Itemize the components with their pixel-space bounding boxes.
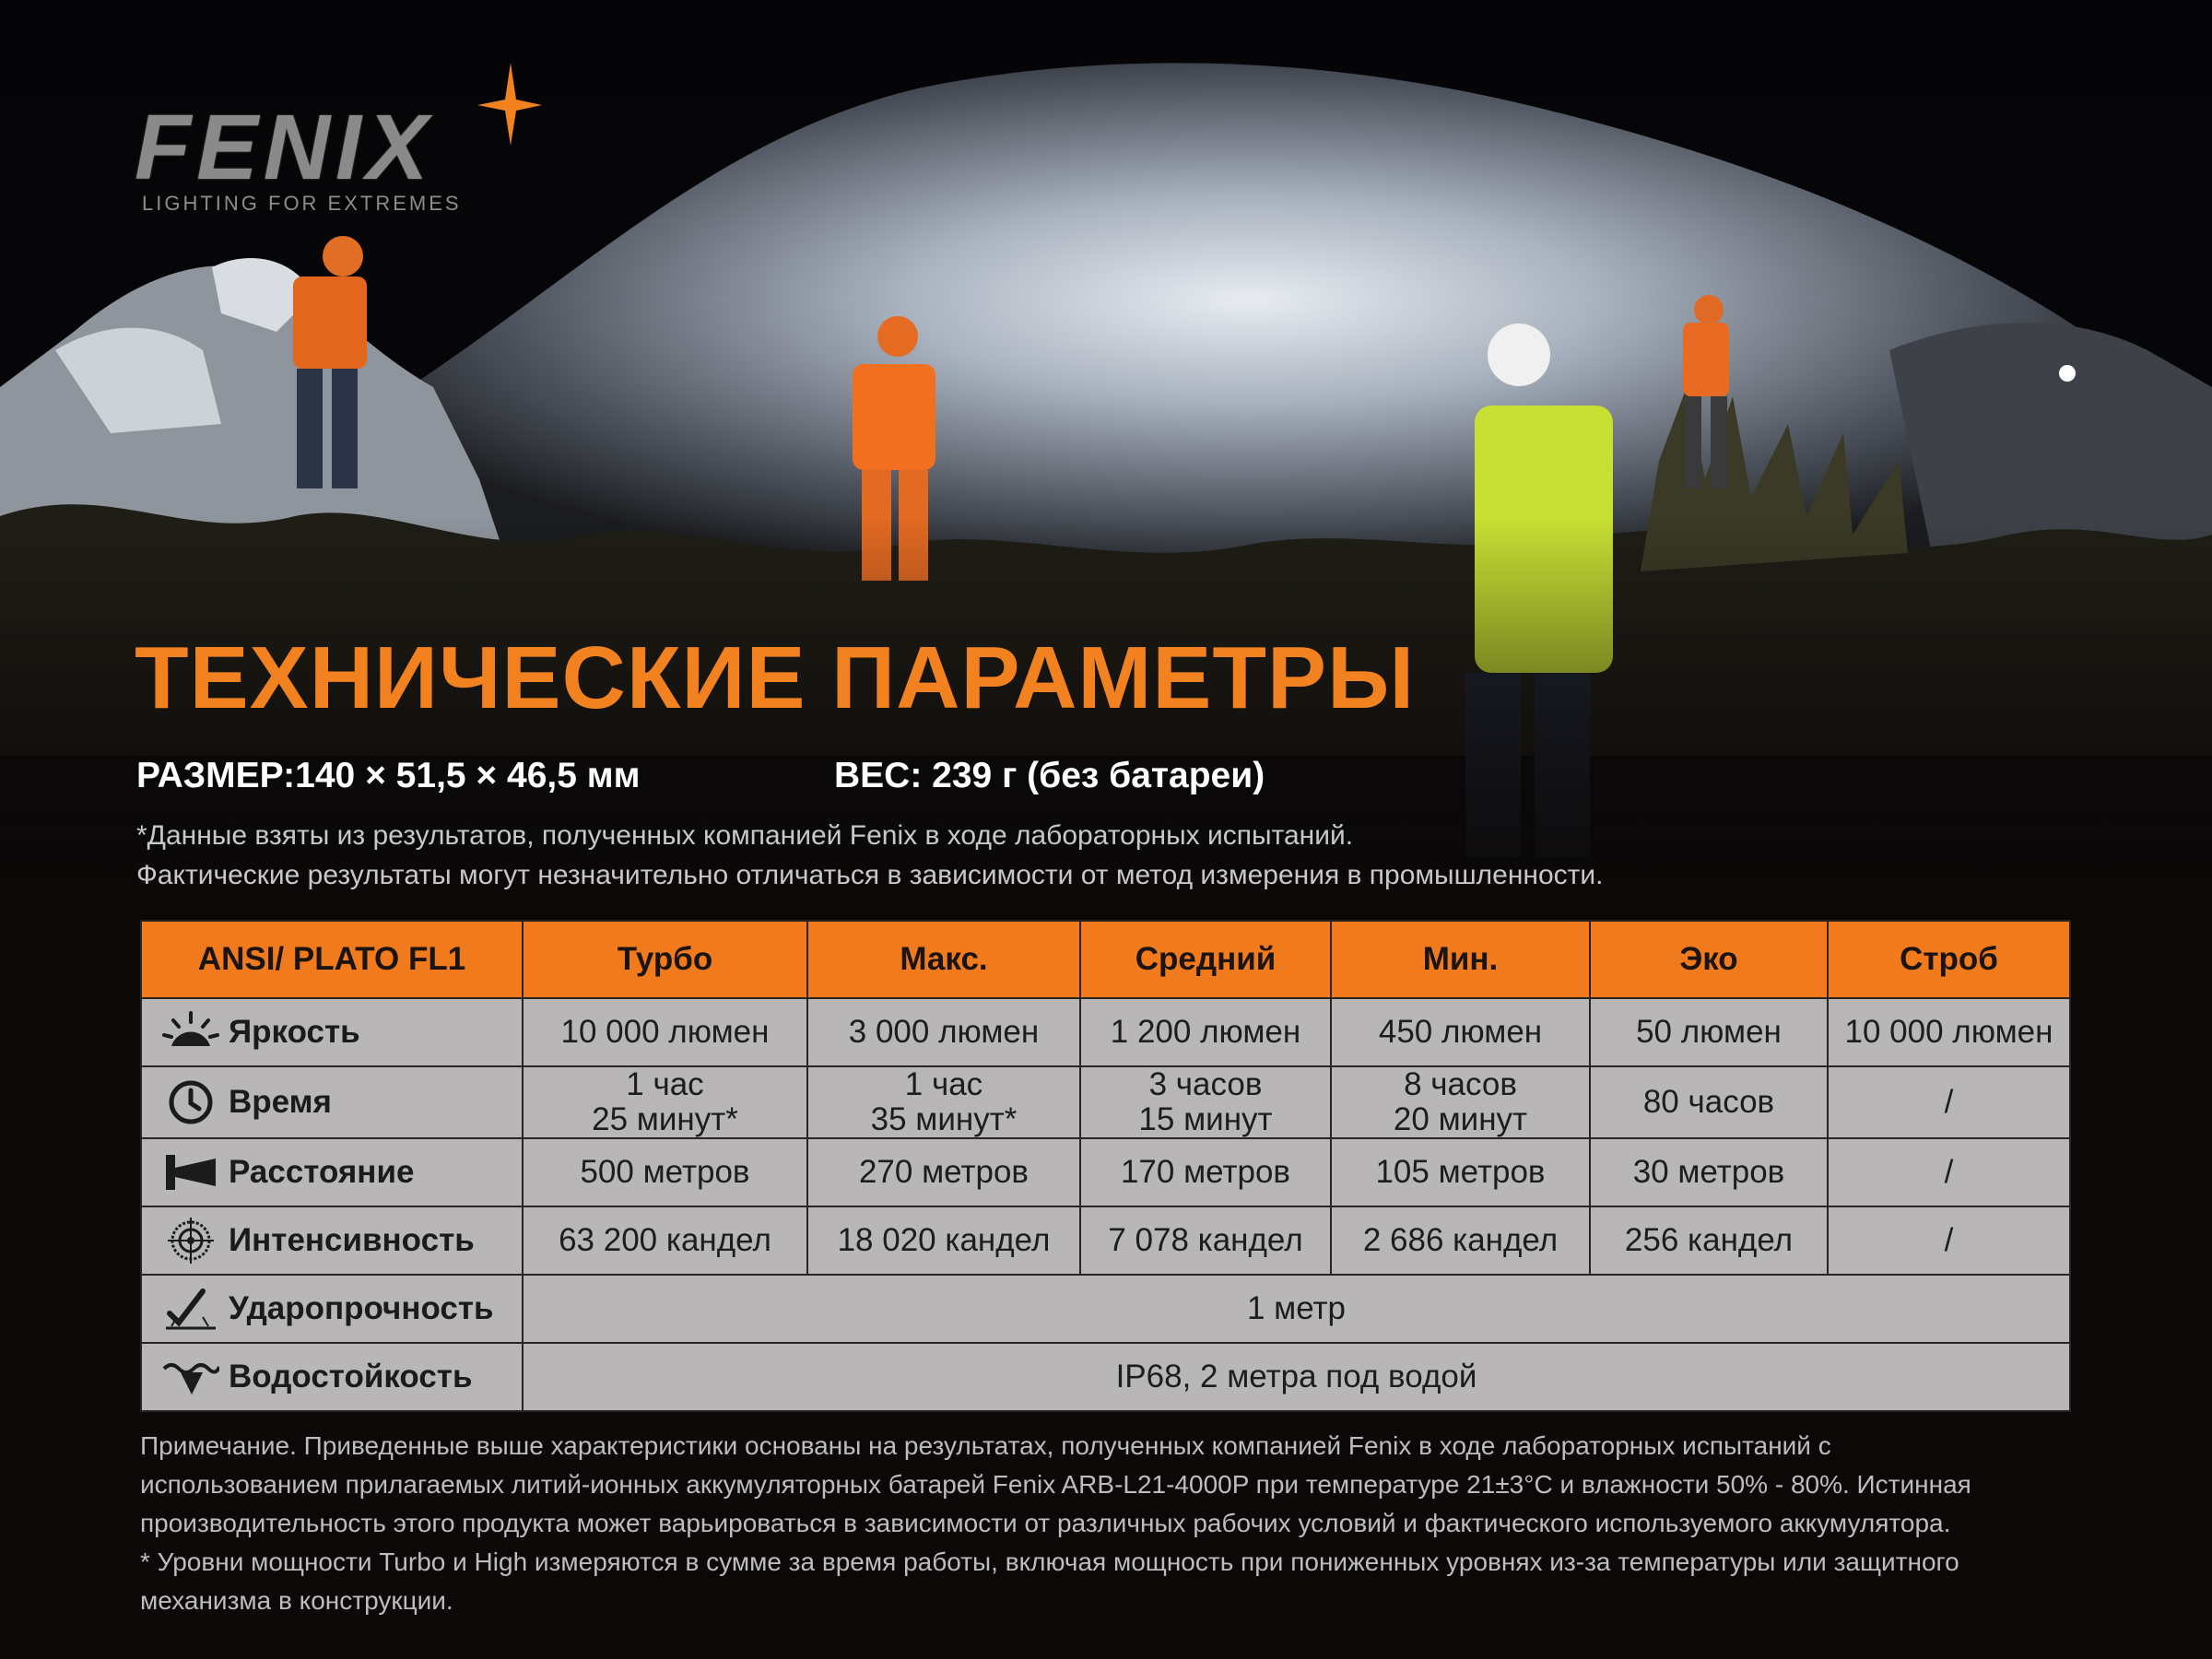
runtime-max: 1 час 35 минут* bbox=[807, 1066, 1080, 1138]
row-label-waterproof bbox=[141, 1343, 523, 1411]
row-label-runtime bbox=[141, 1066, 523, 1138]
runtime-strobe: / bbox=[1828, 1066, 2070, 1138]
table-row-intensity bbox=[141, 1206, 2070, 1275]
beam-distance-icon bbox=[162, 1149, 219, 1195]
distance-medium: 170 метров bbox=[1080, 1138, 1331, 1206]
brightness-max: 3 000 люмен bbox=[807, 998, 1080, 1066]
note-line-3: производительность этого продукта может варьироваться в зависимости от различных рабочих условий и фактического используемого аккумулятора. bbox=[140, 1509, 1951, 1537]
target-icon bbox=[162, 1218, 219, 1264]
row-label-intensity bbox=[141, 1206, 523, 1275]
row-label-text: Время bbox=[229, 1084, 332, 1120]
intensity-max: 18 020 кандел bbox=[807, 1206, 1080, 1275]
brightness-strobe: 10 000 люмен bbox=[1828, 998, 2070, 1066]
header-min: Мин. bbox=[1331, 921, 1590, 998]
intensity-min: 2 686 кандел bbox=[1331, 1206, 1590, 1275]
impact-icon bbox=[162, 1286, 219, 1332]
footnotes bbox=[140, 1427, 2122, 1620]
runtime-min: 8 часов 20 минут bbox=[1331, 1066, 1590, 1138]
waterproof-value: IP68, 2 метра под водой bbox=[523, 1343, 2070, 1411]
header-standard: ANSI/ PLATO FL1 bbox=[141, 921, 523, 998]
note-line-4: * Уровни мощности Turbo и High измеряются в сумме за время работы, включая мощность при пониженных уровнях из-за температуры или защитного bbox=[140, 1547, 1959, 1576]
row-label-text: Водостойкость bbox=[229, 1359, 473, 1394]
distance-turbo: 500 метров bbox=[523, 1138, 807, 1206]
row-label-text: Интенсивность bbox=[229, 1222, 475, 1258]
header-medium: Средний bbox=[1080, 921, 1331, 998]
intensity-eco: 256 кандел bbox=[1590, 1206, 1828, 1275]
fenix-logo bbox=[135, 63, 485, 219]
runtime-medium: 3 часов 15 минут bbox=[1080, 1066, 1331, 1138]
table-row-waterproof bbox=[141, 1343, 2070, 1411]
note-line-2: использованием прилагаемых литий-ионных аккумуляторных батарей Fenix ARB-L21-4000P при температуре 21±3°C и влажности 50% - 80%. Истинная bbox=[140, 1470, 1971, 1499]
brand-tagline: LIGHTING FOR EXTREMES bbox=[142, 192, 462, 215]
weight-spec: ВЕС: 239 г (без батареи) bbox=[834, 756, 1265, 795]
intensity-medium: 7 078 кандел bbox=[1080, 1206, 1331, 1275]
brightness-turbo: 10 000 люмен bbox=[523, 998, 807, 1066]
row-label-text: Ударопрочность bbox=[229, 1290, 494, 1326]
header-turbo: Турбо bbox=[523, 921, 807, 998]
disclaimer-line-2: Фактические результаты могут незначительно отличаться в зависимости от метод измерения в промышленности. bbox=[136, 860, 1604, 890]
runtime-turbo: 1 час 25 минут* bbox=[523, 1066, 807, 1138]
note-line-5: механизма в конструкции. bbox=[140, 1586, 453, 1615]
row-label-brightness bbox=[141, 998, 523, 1066]
row-label-text: Расстояние bbox=[229, 1154, 415, 1190]
page-title: ТЕХНИЧЕСКИЕ ПАРАМЕТРЫ bbox=[135, 629, 1416, 727]
row-label-text: Яркость bbox=[229, 1014, 360, 1050]
note-line-1: Примечание. Приведенные выше характеристики основаны на результатах, полученных компанией Fenix в ходе лабораторных испытаний с bbox=[140, 1431, 1831, 1460]
distance-min: 105 метров bbox=[1331, 1138, 1590, 1206]
row-label-distance bbox=[141, 1138, 523, 1206]
intensity-strobe: / bbox=[1828, 1206, 2070, 1275]
intensity-turbo: 63 200 кандел bbox=[523, 1206, 807, 1275]
header-strobe: Строб bbox=[1828, 921, 2070, 998]
table-row-impact bbox=[141, 1275, 2070, 1343]
row-label-impact bbox=[141, 1275, 523, 1343]
runtime-eco: 80 часов bbox=[1590, 1066, 1828, 1138]
brightness-medium: 1 200 люмен bbox=[1080, 998, 1331, 1066]
brightness-eco: 50 люмен bbox=[1590, 998, 1828, 1066]
impact-value: 1 метр bbox=[523, 1275, 2070, 1343]
header-max: Макс. bbox=[807, 921, 1080, 998]
size-spec: РАЗМЕР:140 × 51,5 × 46,5 мм bbox=[136, 756, 641, 795]
table-row-distance bbox=[141, 1138, 2070, 1206]
star-icon bbox=[477, 63, 542, 146]
brand-name: FENIX bbox=[135, 96, 434, 199]
table-row-brightness bbox=[141, 998, 2070, 1066]
brightness-min: 450 люмен bbox=[1331, 998, 1590, 1066]
spec-table bbox=[140, 920, 2071, 1412]
brightness-icon bbox=[162, 1009, 219, 1055]
distance-max: 270 метров bbox=[807, 1138, 1080, 1206]
distance-eco: 30 метров bbox=[1590, 1138, 1828, 1206]
header-eco: Эко bbox=[1590, 921, 1828, 998]
table-row-runtime bbox=[141, 1066, 2070, 1138]
disclaimer-line-1: *Данные взяты из результатов, полученных компанией Fenix в ходе лабораторных испытаний. bbox=[136, 820, 1354, 851]
table-header-row bbox=[141, 921, 2070, 998]
distance-strobe: / bbox=[1828, 1138, 2070, 1206]
waterproof-icon bbox=[162, 1354, 219, 1400]
clock-icon bbox=[162, 1079, 219, 1125]
